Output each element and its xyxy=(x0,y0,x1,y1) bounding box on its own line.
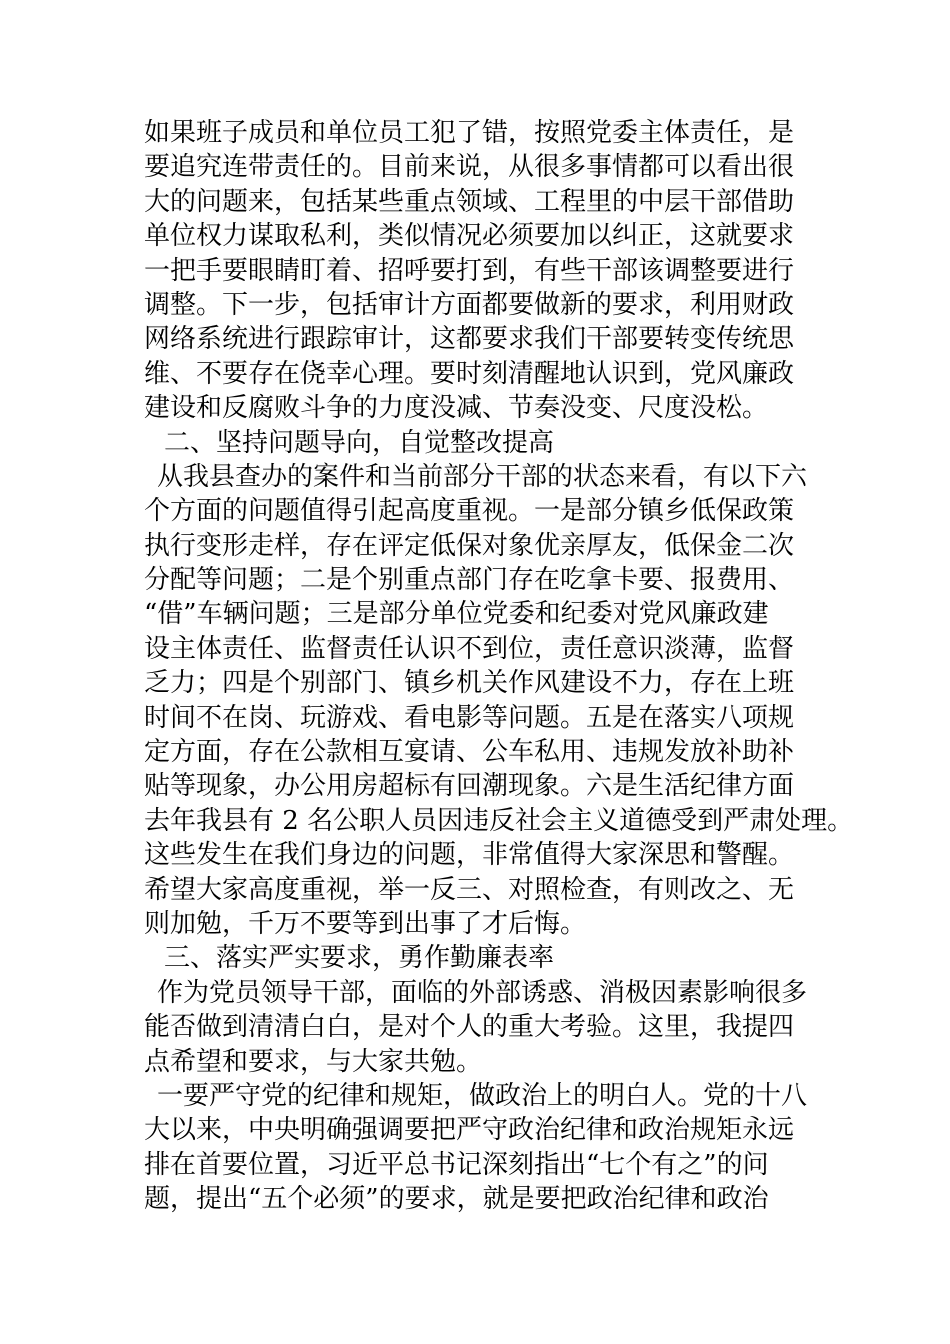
text-line: 大的问题来，包括某些重点领域、工程里的中层干部借助 xyxy=(144,186,795,217)
text-line: 时间不在岗、玩游戏、看电影等问题。五是在落实八项规 xyxy=(144,702,795,733)
text-line: 去年我县有 2 名公职人员因违反社会主义道德受到严肃处理。 xyxy=(144,805,854,836)
text-line: 如果班子成员和单位员工犯了错，按照党委主体责任，是 xyxy=(144,118,795,148)
text-line: 大以来，中央明确强调要把严守政治纪律和政治规矩永远 xyxy=(144,1115,795,1146)
text-line: 要追究连带责任的。目前来说，从很多事情都可以看出很 xyxy=(144,152,795,183)
text-line: 一把手要眼睛盯着、招呼要打到，有些干部该调整要进行 xyxy=(144,255,795,286)
text-line: 建设和反腐败斗争的力度没减、节奏没变、尺度没松。 xyxy=(144,393,769,424)
text-line: 单位权力谋取私利，类似情况必须要加以纠正，这就要求 xyxy=(144,221,795,252)
text-line: 希望大家高度重视，举一反三、对照检查，有则改之、无 xyxy=(144,874,795,905)
text-line: 乏力；四是个别部门、镇乡机关作风建设不力，存在上班 xyxy=(144,668,795,699)
text-line: 网络系统进行跟踪审计，这都要求我们干部要转变传统思 xyxy=(144,324,795,355)
text-line: 排在首要位置，习近平总书记深刻指出“七个有之”的问 xyxy=(144,1149,769,1180)
text-line: “借”车辆问题；三是部分单位党委和纪委对党风廉政建 xyxy=(144,599,769,630)
text-line: 分配等问题；二是个别重点部门存在吃拿卡要、报费用、 xyxy=(144,565,795,596)
text-line: 能否做到清清白白，是对个人的重大考验。这里，我提四 xyxy=(144,1012,795,1043)
text-line: 则加勉，千万不要等到出事了才后悔。 xyxy=(144,908,587,939)
text-line: 调整。下一步，包括审计方面都要做新的要求，利用财政 xyxy=(144,289,795,320)
text-line: 作为党员领导干部，面临的外部诱惑、消极因素影响很多 xyxy=(157,977,808,1008)
text-line: 从我县查办的案件和当前部分干部的状态来看，有以下六 xyxy=(157,461,808,492)
body-text xyxy=(144,116,854,1217)
text-line: 贴等现象，办公用房超标有回潮现象。六是生活纪律方面 xyxy=(144,771,795,802)
text-line: 个方面的问题值得引起高度重视。一是部分镇乡低保政策 xyxy=(144,496,795,527)
section-heading: 二、坚持问题导向，自觉整改提高 xyxy=(164,427,555,458)
text-line: 一要严守党的纪律和规矩，做政治上的明白人。党的十八 xyxy=(157,1080,808,1111)
section-heading: 三、落实严实要求，勇作勤廉表率 xyxy=(164,943,555,974)
text-line: 定方面，存在公款相互宴请、公车私用、违规发放补助补 xyxy=(144,737,795,768)
text-line: 设主体责任、监督责任认识不到位，责任意识淡薄，监督 xyxy=(144,633,795,664)
text-line: 点希望和要求，与大家共勉。 xyxy=(144,1046,483,1077)
text-line: 执行变形走样，存在评定低保对象优亲厚友，低保金二次 xyxy=(144,530,795,561)
text-line: 题，提出“五个必须”的要求，就是要把政治纪律和政治 xyxy=(144,1184,769,1215)
text-line: 维、不要存在侥幸心理。要时刻清醒地认识到，党风廉政 xyxy=(144,358,795,389)
text-line: 这些发生在我们身边的问题，非常值得大家深思和警醒。 xyxy=(144,840,795,871)
